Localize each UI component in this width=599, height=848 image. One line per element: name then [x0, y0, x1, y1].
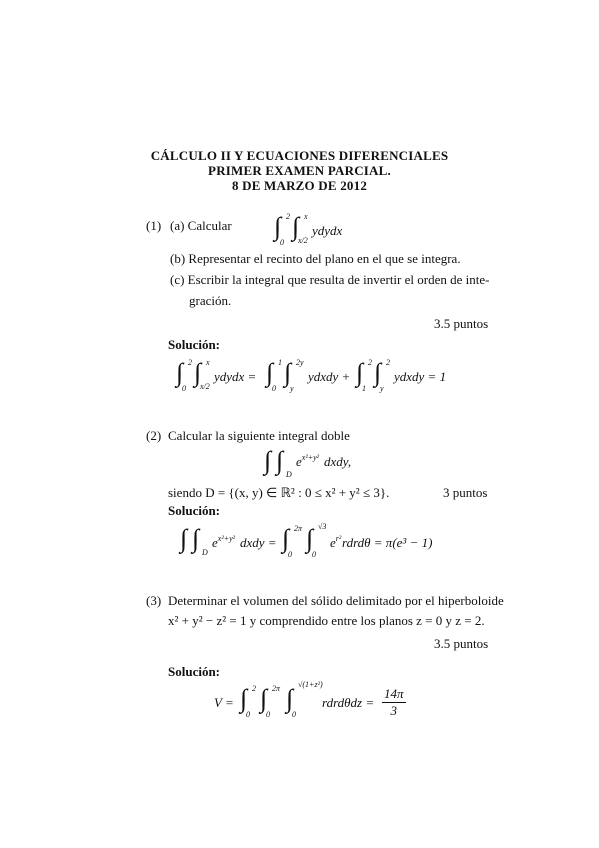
problem-2-solution-label: Solución: [168, 503, 221, 518]
problem-1c-text-cont: gración. [189, 293, 232, 308]
exam-title-line-3: 8 DE MARZO DE 2012 [231, 178, 368, 193]
problem-1c-text: (c) Escribir la integral que resulta de invertir el orden de inte- [170, 272, 490, 287]
exam-title-line-2: PRIMER EXAMEN PARCIAL. [208, 163, 391, 178]
problem-3-text-cont: x² + y² − z² = 1 y comprendido entre los planos z = 0 y z = 2. [168, 613, 485, 628]
problem-3-solution-label: Solución: [168, 664, 221, 679]
problem-2-domain: siendo D = {(x, y) ∈ ℝ² : 0 ≤ x² + y² ≤ 3}. [168, 485, 390, 500]
problem-1-number: (1) [146, 218, 162, 233]
problem-1-points: 3.5 puntos [434, 316, 489, 331]
problem-2-number: (2) [146, 428, 162, 443]
problem-1a-label: (a) Calcular [170, 218, 232, 233]
exam-title-line-1: CÁLCULO II Y ECUACIONES DIFERENCIALES [150, 148, 449, 163]
problem-2-points: 3 puntos [443, 485, 488, 500]
problem-3-number: (3) [146, 593, 162, 608]
problem-1-solution-label: Solución: [168, 337, 221, 352]
problem-2-text: Calcular la siguiente integral doble [168, 428, 350, 443]
problem-1b-text: (b) Representar el recinto del plano en el que se integra. [170, 251, 461, 266]
problem-3-points: 3.5 puntos [434, 636, 489, 651]
problem-1a-integrand: ydydx [312, 223, 343, 238]
problem-3-text: Determinar el volumen del sólido delimitado por el hiperboloide [168, 593, 504, 608]
